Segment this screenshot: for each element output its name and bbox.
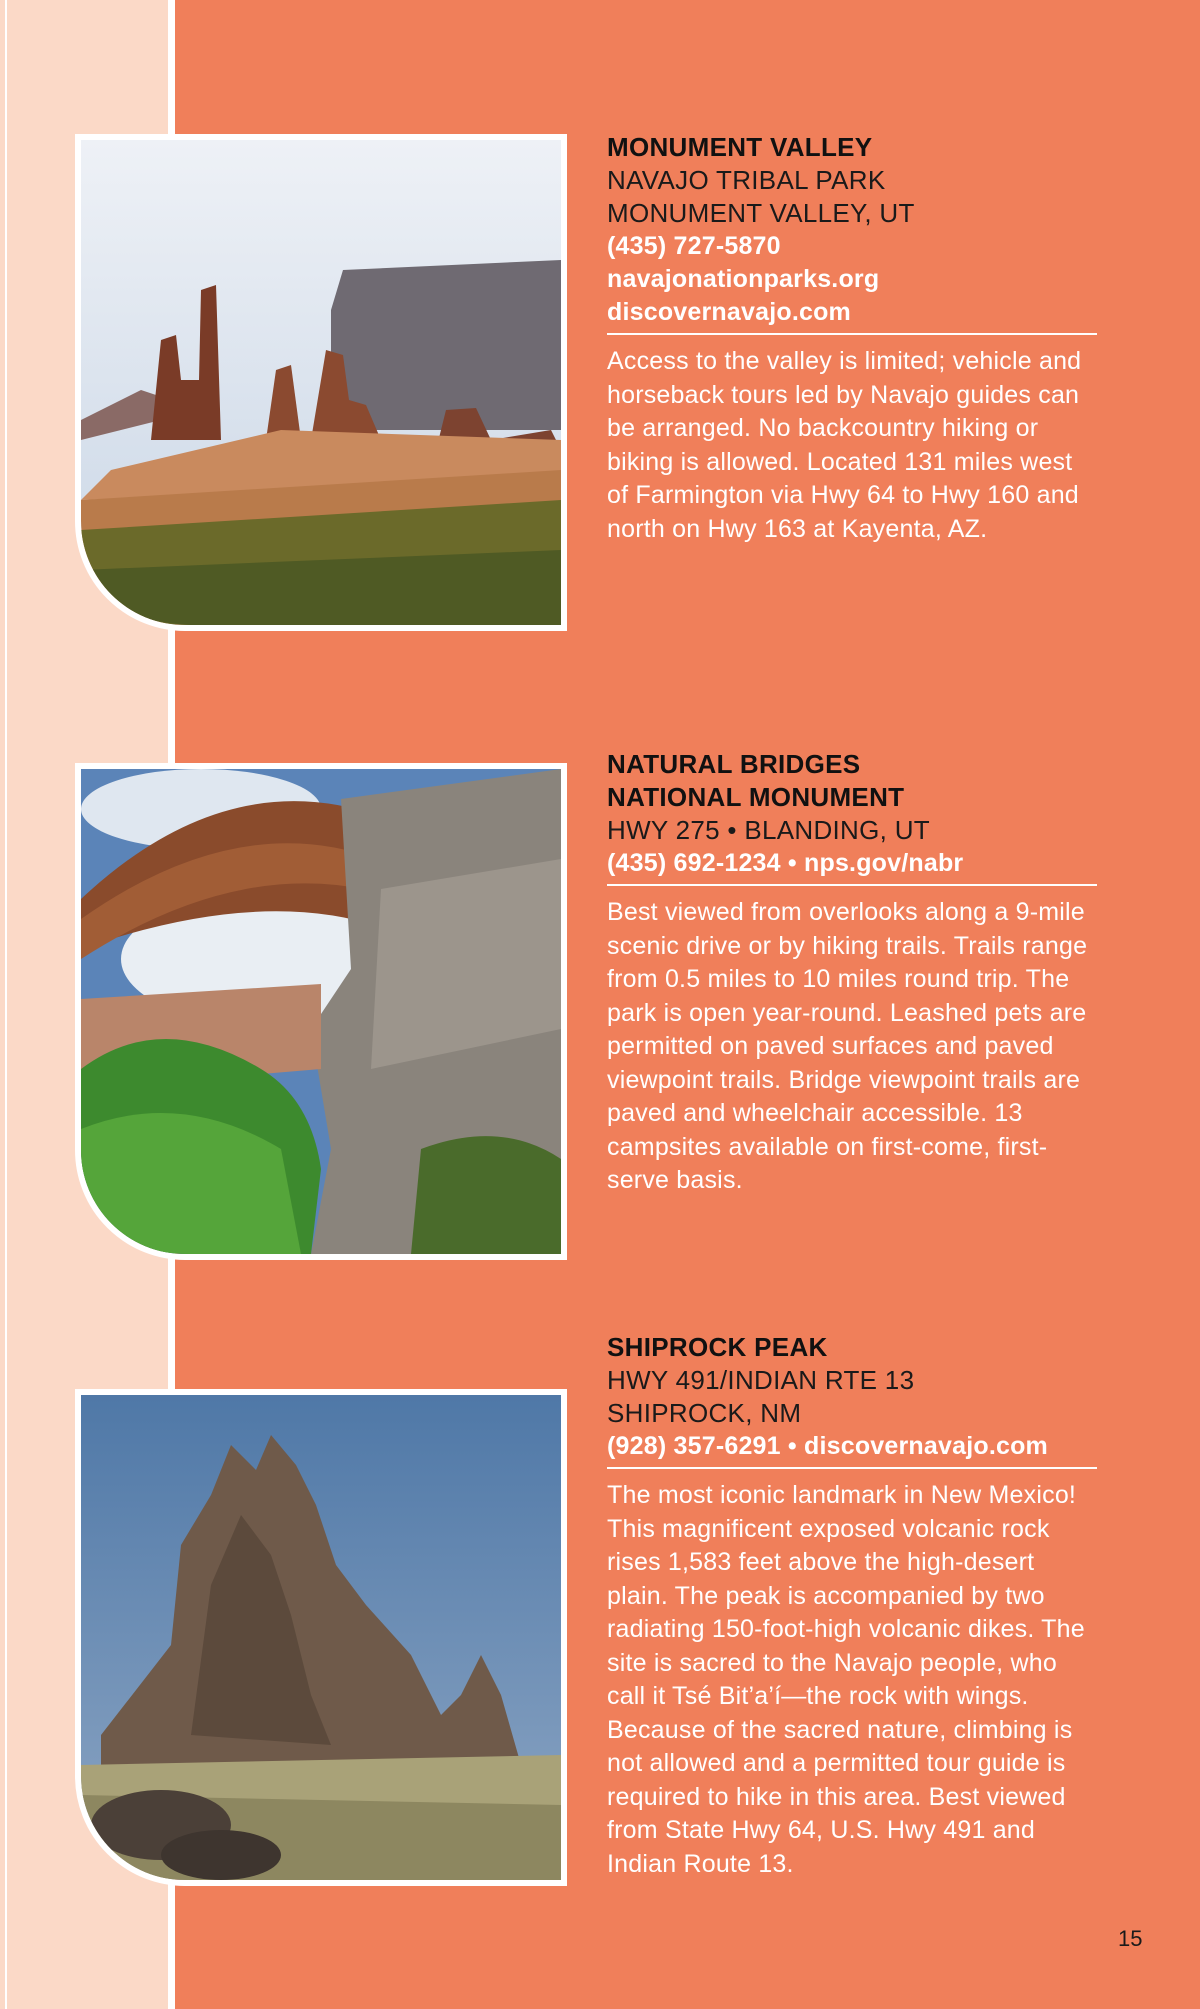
natural-bridges-photo: [75, 763, 567, 1260]
entry-title: NATURAL BRIDGES: [607, 749, 861, 779]
contact-line[interactable]: (435) 692-1234 • nps.gov/nabr: [607, 849, 964, 877]
entry-description: The most iconic landmark in New Mexico! This magnificent exposed volcanic rock rises 1,583 feet above the high-desert plain. The peak is accompanied by two radiating 150-foot-high volcanic dikes. The site is sacred to the Navajo people, who call it Tsé Bit’a’í—the rock with wings. Because of the sacred nature, climbing is not allowed and a permitted tour guide is required to hike in this area. Best viewed from State Hwy 64, U.S. Hwy 491 and Indian Route 13.: [607, 1481, 1085, 1878]
shiprock-peak-photo: [75, 1389, 567, 1886]
entry-address-line: HWY 275 • BLANDING, UT: [607, 815, 930, 845]
entry-address-line: SHIPROCK, NM: [607, 1398, 802, 1428]
contact-line[interactable]: (928) 357-6291 • discovernavajo.com: [607, 1432, 1048, 1460]
divider: [607, 884, 1097, 886]
entry-address-line: HWY 491/INDIAN RTE 13: [607, 1365, 915, 1395]
page-number: 15: [1118, 1926, 1143, 1951]
entry-natural-bridges: [607, 748, 1097, 1198]
entry-address-line: MONUMENT VALLEY, UT: [607, 198, 915, 228]
website-link[interactable]: discovernavajo.com: [607, 298, 851, 326]
phone-number[interactable]: (435) 727-5870: [607, 232, 781, 260]
entry-title: MONUMENT VALLEY: [607, 132, 873, 162]
entry-title: NATIONAL MONUMENT: [607, 782, 905, 812]
entry-shiprock-peak: [607, 1331, 1097, 1881]
entry-description: Access to the valley is limited; vehicle and horseback tours led by Navajo guides can be arranged. No backcountry hiking or biking is allowed. Located 131 miles west of Farmington via Hwy 64 to Hwy 160 and north on Hwy 163 at Kayenta, AZ.: [607, 347, 1082, 543]
entry-address-line: NAVAJO TRIBAL PARK: [607, 165, 886, 195]
entry-description: Best viewed from overlooks along a 9-mile scenic drive or by hiking trails. Trails range from 0.5 miles to 10 miles round trip. The park is open year-round. Leashed pets are permitted on paved surfaces and paved viewpoint trails. Bridge viewpoint trails are paved and wheelchair accessible. 13 campsites available on first-come, first-serve basis.: [607, 898, 1088, 1194]
side-line: [5, 0, 7, 2009]
entry-title: SHIPROCK PEAK: [607, 1332, 828, 1362]
entry-monument-valley: [607, 131, 1097, 546]
website-link[interactable]: navajonationparks.org: [607, 265, 880, 293]
divider: [607, 1467, 1097, 1469]
divider: [607, 333, 1097, 335]
monument-valley-photo: [75, 134, 567, 631]
